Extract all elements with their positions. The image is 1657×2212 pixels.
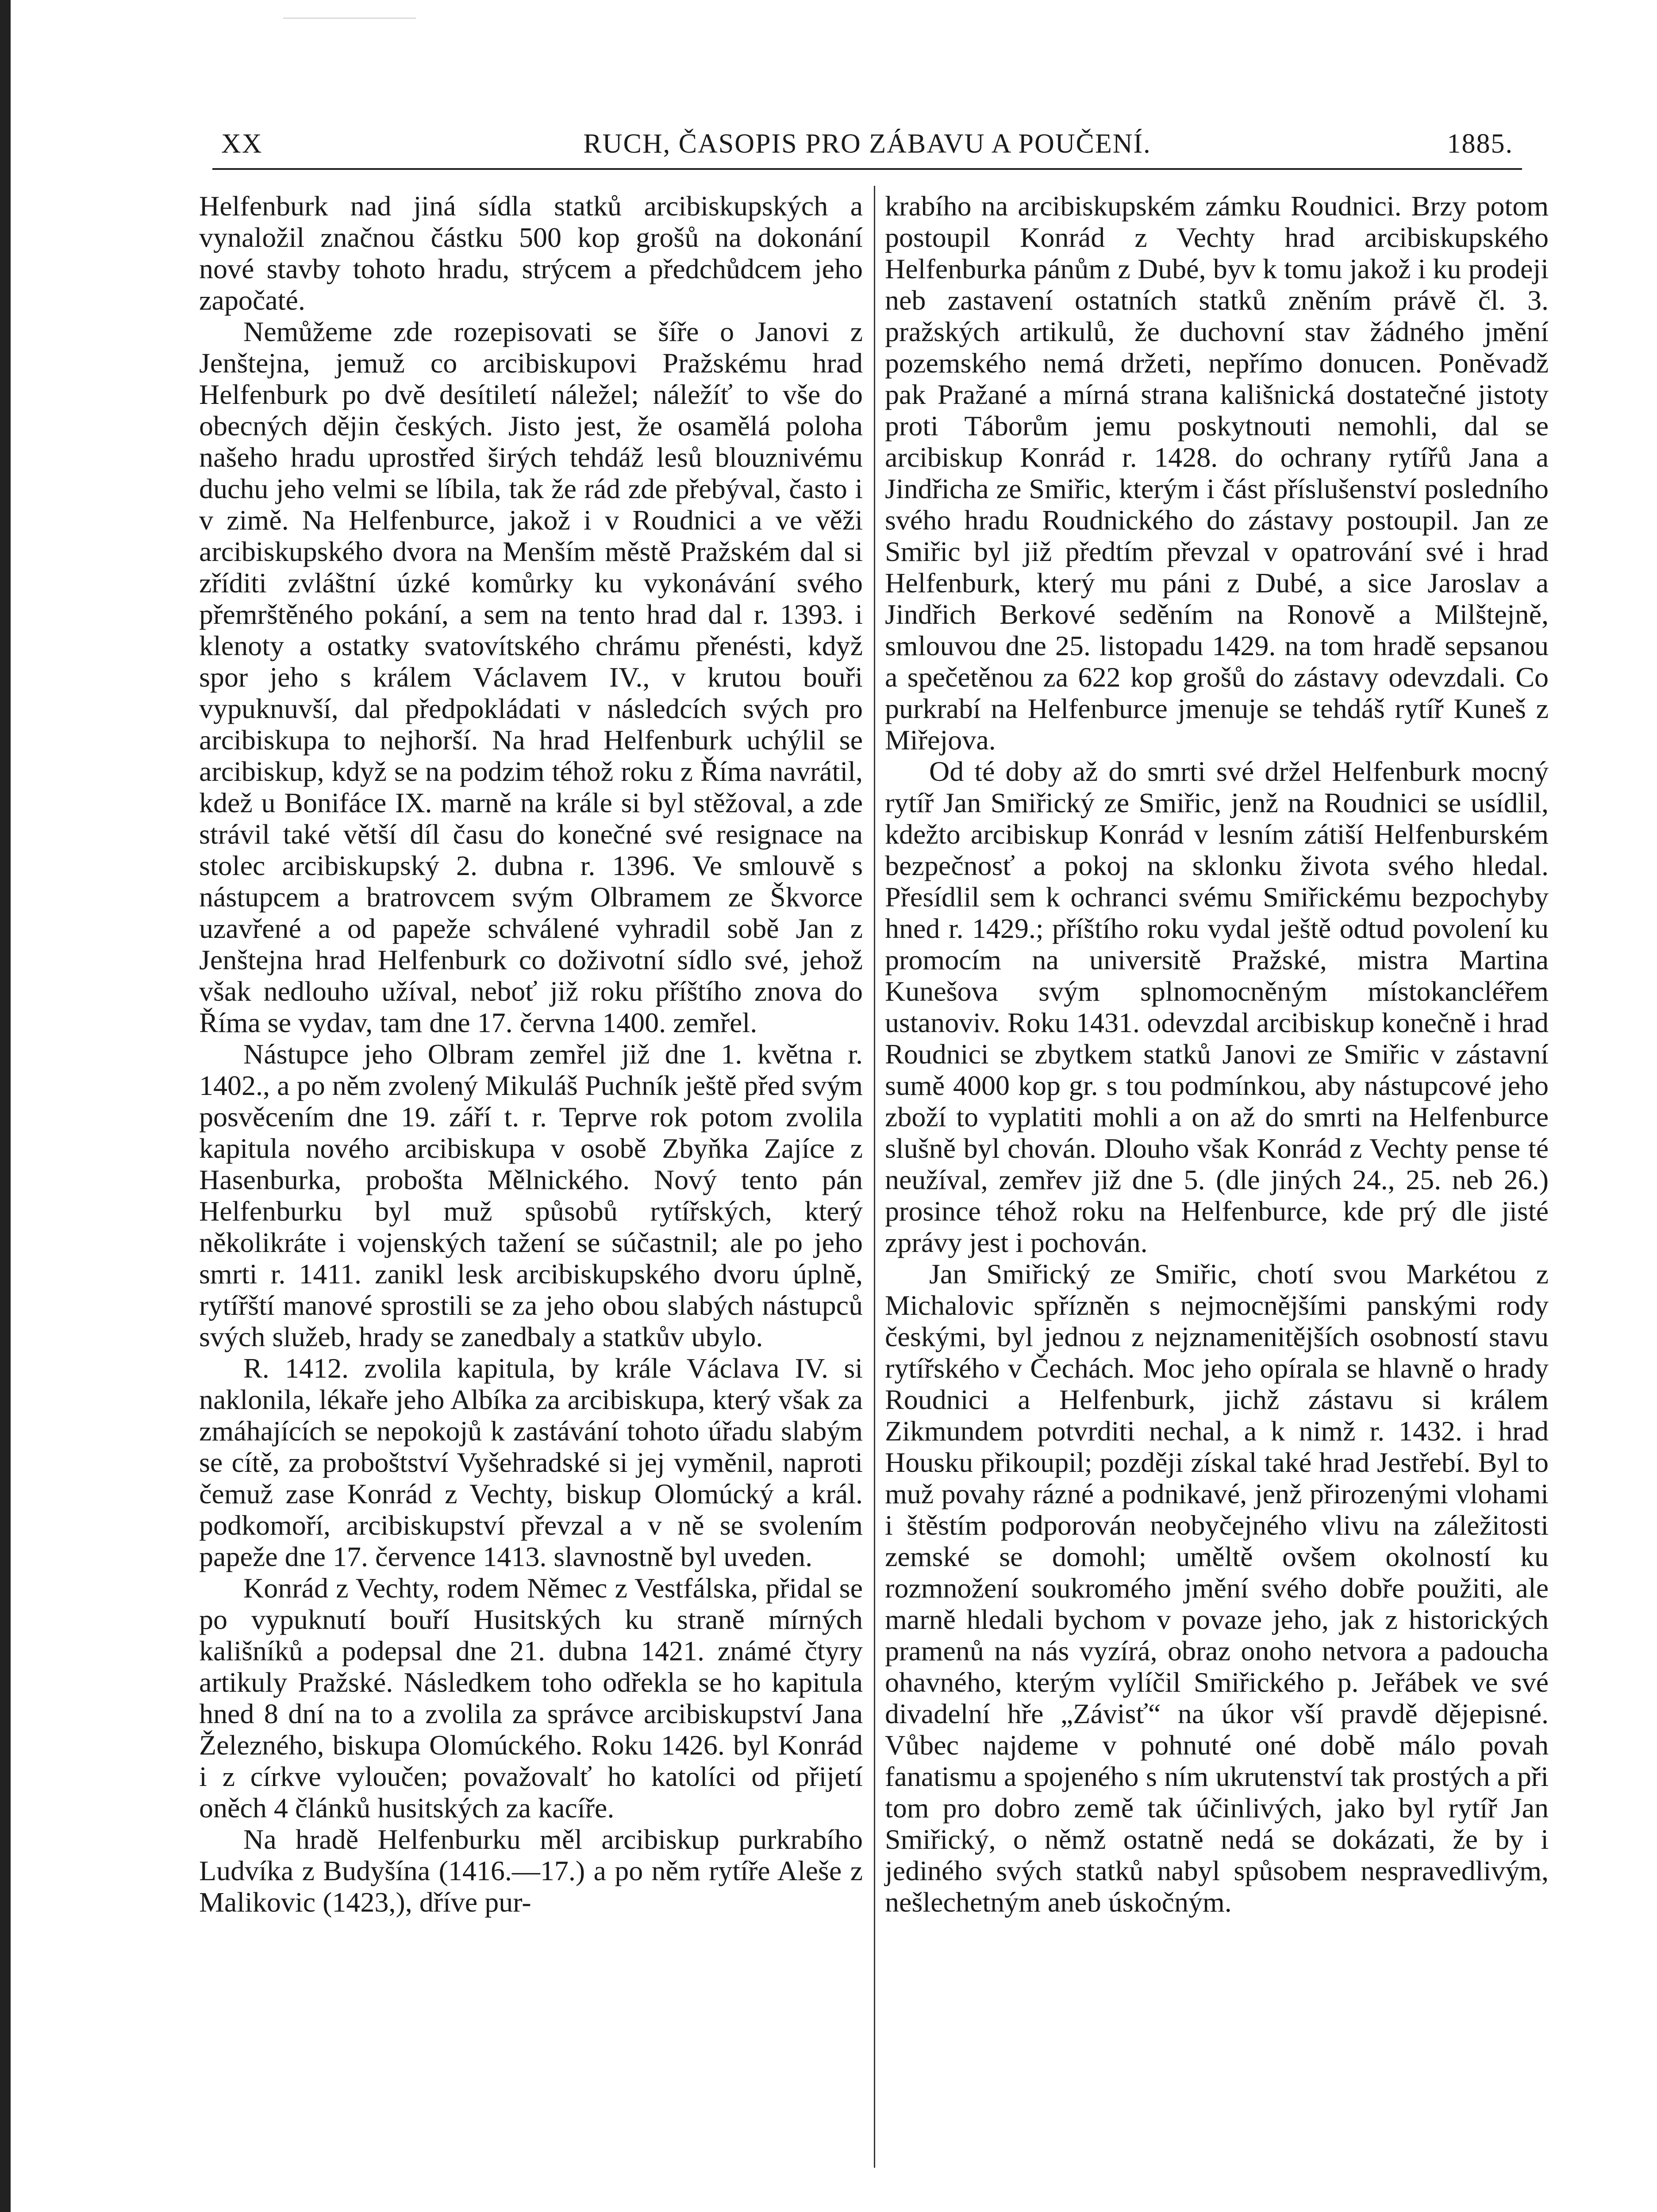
paragraph: Helfenburk nad jiná sídla statků arcibiskupských a vynaložil značnou částku 500 kop grošů na dokonání nové stavby tohoto hradu, strýcem a předchůdcem jeho započaté.	[199, 190, 863, 316]
page-number: XX	[221, 129, 263, 159]
paragraph: Nemůžeme zde rozepisovati se šíře o Janovi z Jenštejna, jemuž co arcibiskupovi Pražskému hrad Helfenburk po dvě desítiletí náležel; náležíť to vše do obecných dějin českých. Jisto jest, že osamělá poloha našeho hradu uprostřed širých tehdáž lesů blouznivému duchu jeho velmi se líbila, tak že rád zde přebýval, často i v zimě. Na Helfenburce, jakož i v Roudnici a ve věži arcibiskupského dvora na Menším městě Pražském dal si zříditi zvláštní úzké komůrky ku vykonávání svého přemrštěného pokání, a sem na tento hrad dal r. 1393. i klenoty a ostatky svatovítského chrámu přenésti, když spor jeho s králem Václavem IV., v krutou bouři vypuknuvší, dal předpokládati v následcích svých pro arcibiskupa to nejhorší. Na hrad Helfenburk uchýlil se arcibiskup, když se na podzim téhož roku z Říma navrátil, kdež u Bonifáce IX. marně na krále si byl stěžoval, a zde strávil také větší díl času do konečné své resignace na stolec arcibiskupský 2. dubna r. 1396. Ve smlouvě s nástupcem a bratrovcem svým Olbramem ze Škvorce uzavřené a od papeže schválené vyhradil sobě Jan z Jenštejna hrad Helfenburk co doživotní sídlo své, jehož však nedlouho užíval, neboť již roku příštího znova do Říma se vydav, tam dne 17. června 1400. zemřel.	[199, 316, 863, 1038]
right-column	[885, 190, 1549, 1918]
journal-title: RUCH, ČASOPIS PRO ZÁBAVU A POUČENÍ.	[583, 129, 1151, 159]
scan-top-mark	[283, 0, 416, 19]
running-header	[212, 119, 1522, 170]
paragraph: R. 1412. zvolila kapitula, by krále Václava IV. si naklonila, lékaře jeho Albíka za arcibiskupa, který však za zmáhajících se nepokojů k zastávání tohoto úřadu slabým se cítě, za proboštství Vyšehradské si jej vyměnil, naproti čemuž zase Konrád z Vechty, biskup Olomúcký a král. podkomoří, arcibiskupství převzal a v ně se svolením papeže dne 17. července 1413. slavnostně byl uveden.	[199, 1352, 863, 1572]
scan-edge	[0, 0, 11, 2212]
header-year: 1885.	[1447, 129, 1513, 159]
column-divider	[874, 186, 875, 2168]
paragraph: krabího na arcibiskupském zámku Roudnici. Brzy potom postoupil Konrád z Vechty hrad arcibiskupského Helfenburka pánům z Dubé, byv k tomu jakož i ku prodeji neb zastavení ostatních statků zněním právě čl. 3. pražských artikulů, že duchovní stav žádného jmění pozemského nemá držeti, nepřímo donucen. Poněvadž pak Pražané a mírná strana kališnická dostatečné jistoty proti Táborům jemu poskytnouti nemohli, dal se arcibiskup Konrád r. 1428. do ochrany rytířů Jana a Jindřicha ze Smiřic, kterým i část příslušenství posledního svého hradu Roudnického do zástavy postoupil. Jan ze Smiřic byl již předtím převzal v opatrování své i hrad Helfenburk, který mu páni z Dubé, a sice Jaroslav a Jindřich Berkové seděním na Ronově a Milštejně, smlouvou dne 25. listopadu 1429. na tom hradě sepsanou a spečetěnou za 622 kop grošů do zástavy odevzdali. Co purkrabí na Helfenburce jmenuje se tehdáš rytíř Kuneš z Miřejova.	[885, 190, 1549, 756]
paragraph: Na hradě Helfenburku měl arcibiskup purkrabího Ludvíka z Budyšína (1416.—17.) a po něm rytíře Aleše z Malikovic (1423,), dříve pur-	[199, 1824, 863, 1918]
paragraph: Od té doby až do smrti své držel Helfenburk mocný rytíř Jan Smiřický ze Smiřic, jenž na Roudnici se usídlil, kdežto arcibiskup Konrád v lesním zátiší Helfenburském bezpečnosť a pokoj na sklonku života svého hledal. Přesídlil sem k ochranci svému Smiřickému bezpochyby hned r. 1429.; příštího roku vydal ještě odtud povolení ku promocím na universitě Pražské, mistra Martina Kunešova svým splnomocněným místokancléřem ustanoviv. Roku 1431. odevzdal arcibiskup konečně i hrad Roudnici se zbytkem statků Janovi ze Smiřic v zástavní sumě 4000 kop gr. s tou podmínkou, aby nástupcové jeho zboží to vyplatiti mohli a on až do smrti na Helfenburce slušně byl chován. Dlouho však Konrád z Vechty pense té neužíval, zemřev již dne 5. (dle jiných 24., 25. neb 26.) prosince téhož roku na Helfenburce, kde prý dle jisté zprávy jest i pochován.	[885, 756, 1549, 1258]
left-column	[199, 190, 863, 1918]
paragraph: Jan Smiřický ze Smiřic, chotí svou Markétou z Michalovic spřízněn s nejmocnějšími panskými rody českými, byl jednou z nejznamenitějších osobností stavu rytířského v Čechách. Moc jeho opírala se hlavně o hrady Roudnici a Helfenburk, jichž zástavu si králem Zikmundem potvrditi nechal, a k nimž r. 1432. i hrad Housku přikoupil; později získal také hrad Jestřebí. Byl to muž povahy rázné a podnikavé, jenž přirozenými vlohami i štěstím podporován neobyčejného vlivu na záležitosti zemské se domohl; uměltě ovšem okolností ku rozmnožení soukromého jmění svého dobře použiti, ale marně hledali bychom v povaze jeho, jak z historických pramenů na nás vyzírá, obraz onoho netvora a padoucha ohavného, kterým vylíčil Smiřického p. Jeřábek ve své divadelní hře „Závisť“ na úkor vší pravdě dějepisné. Vůbec najdeme v pohnuté oné době málo povah fanatismu a spojeného s ním ukrutenství tak prostých a při tom pro dobro země tak účinlivých, jako byl rytíř Jan Smiřický, o němž ostatně nedá se dokázati, že by i jediného svých statků nabyl spůsobem nespravedlivým, nešlechetným aneb úskočným.	[885, 1258, 1549, 1918]
paragraph: Konrád z Vechty, rodem Němec z Vestfálska, přidal se po vypuknutí bouří Husitských ku straně mírných kališníků a podepsal dne 21. dubna 1421. známé čtyry artikuly Pražské. Následkem toho odřekla se ho kapitula hned 8 dní na to a zvolila za správce arcibiskupství Jana Železného, biskupa Olomúckého. Roku 1426. byl Konrád i z církve vyloučen; považovalť ho katolíci od přijetí oněch 4 článků husitských za kacíře.	[199, 1572, 863, 1824]
paragraph: Nástupce jeho Olbram zemřel již dne 1. května r. 1402., a po něm zvolený Mikuláš Puchník ještě před svým posvěcením dne 19. září t. r. Teprve rok potom zvolila kapitula nového arcibiskupa v osobě Zbyňka Zajíce z Hasenburka, proboštа Mělnického. Nový tento pán Helfenburku byl muž spůsobů rytířských, který několikráte i vojenských tažení se súčastnil; ale po jeho smrti r. 1411. zanikl lesk arcibiskupského dvoru úplně, rytířští manové sprostili se za jeho obou slabých nástupců svých služeb, hrady se zanedbaly a statkův ubylo.	[199, 1038, 863, 1352]
